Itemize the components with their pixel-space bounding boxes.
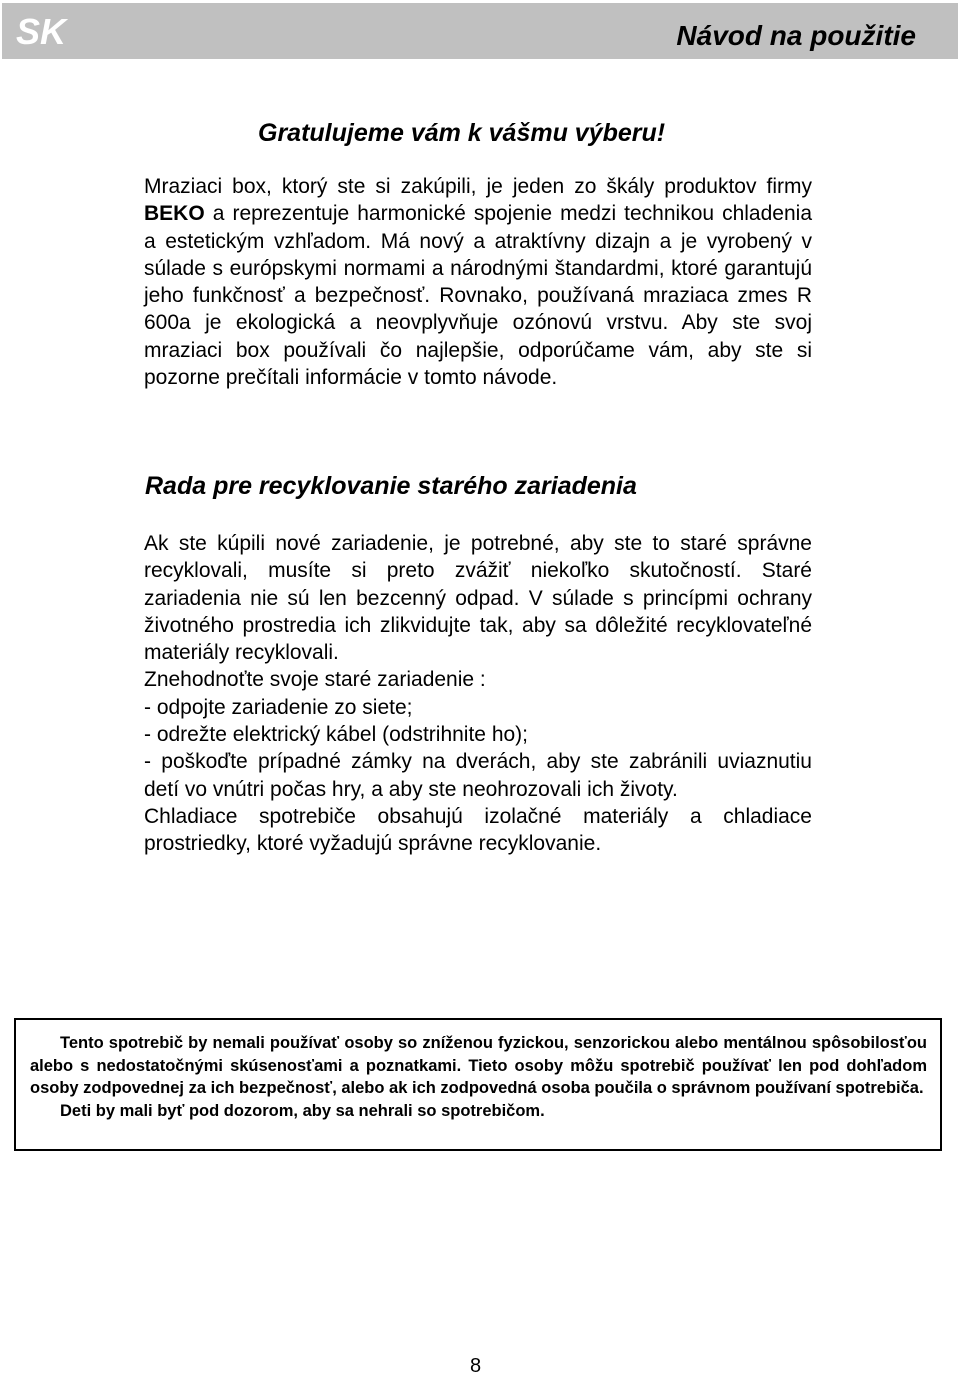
recycling-section (144, 530, 812, 858)
brand-name: BEKO (144, 202, 205, 226)
intro-text-before-brand: Mraziaci box, ktorý ste si zakúpili, je jeden zo škály produktov firmy (144, 175, 812, 198)
document-title: Návod na použitie (676, 20, 916, 51)
welcome-heading: Gratulujeme vám k vášmu výberu! (258, 119, 666, 147)
recycling-step: - odpojte zariadenie zo siete; (144, 695, 413, 719)
recycling-step: - odrežte elektrický kábel (odstrihnite ho); (144, 723, 528, 747)
intro-section (144, 173, 812, 391)
language-code: SK (16, 11, 67, 52)
intro-paragraph (144, 173, 812, 391)
child-supervision-warning: Deti by mali byť pod dozorom, aby sa nehrali so spotrebičom. (60, 1101, 545, 1120)
recycling-heading: Rada pre recyklovanie starého zariadenia (145, 472, 637, 500)
recycling-instructions-intro: Znehodnoťte svoje staré zariadenie : (144, 668, 486, 692)
intro-text-after-brand: a reprezentuje harmonické spojenie medzi technikou chladenia a estetickým vzhľadom. Má nový a atraktívny dizajn a je vyrobený v súlade s európskymi normami a národnými štandardmi, ktoré garantujú jeho funkčnosť a bezpečnosť. Rovnako, používaná mraziaca zmes R 600a je ekologická a neovplyvňuje ozónovú vrstvu. Aby ste svoj mraziaci box používali čo najlepšie, odporúčame vám, aby ste si pozorne prečítali informácie v tomto návode. (144, 202, 812, 390)
page-number: 8 (470, 1355, 482, 1377)
recycling-note: Chladiace spotrebiče obsahujú izolačné materiály a chladiace prostriedky, ktoré vyžadujú správne recyklovanie. (144, 804, 812, 856)
header-bar (2, 3, 958, 59)
recycling-paragraph: Ak ste kúpili nové zariadenie, je potrebné, aby ste to staré správne recyklovali, musíte si preto zvážiť niekoľko skutočností. Staré zariadenia nie sú len bezcenný odpad. V súlade s princípmi ochrany životného prostredia ich zlikvidujte tak, aby sa dôležité recyklovateľné materiály recyklovali. (144, 532, 812, 665)
recycling-step: - poškoďte prípadné zámky na dverách, aby ste zabránili uviaznutiu detí vo vnútri počas hry, a aby ste neohrozovali ich životy. (144, 750, 812, 801)
safety-warning-box (14, 1018, 942, 1151)
safety-warning-text: Tento spotrebič by nemali používať osoby so zníženou fyzickou, senzorickou alebo mentálnou spôsobilosťou alebo s nedostatočnými skúsenosťami a poznatkami. Tieto osoby môžu spotrebič používať len pod dohľadom osoby zodpovednej za ich bezpečnosť, alebo ak ich zodpovedná osoba poučila o správnom používaní spotrebiča. (30, 1034, 927, 1098)
